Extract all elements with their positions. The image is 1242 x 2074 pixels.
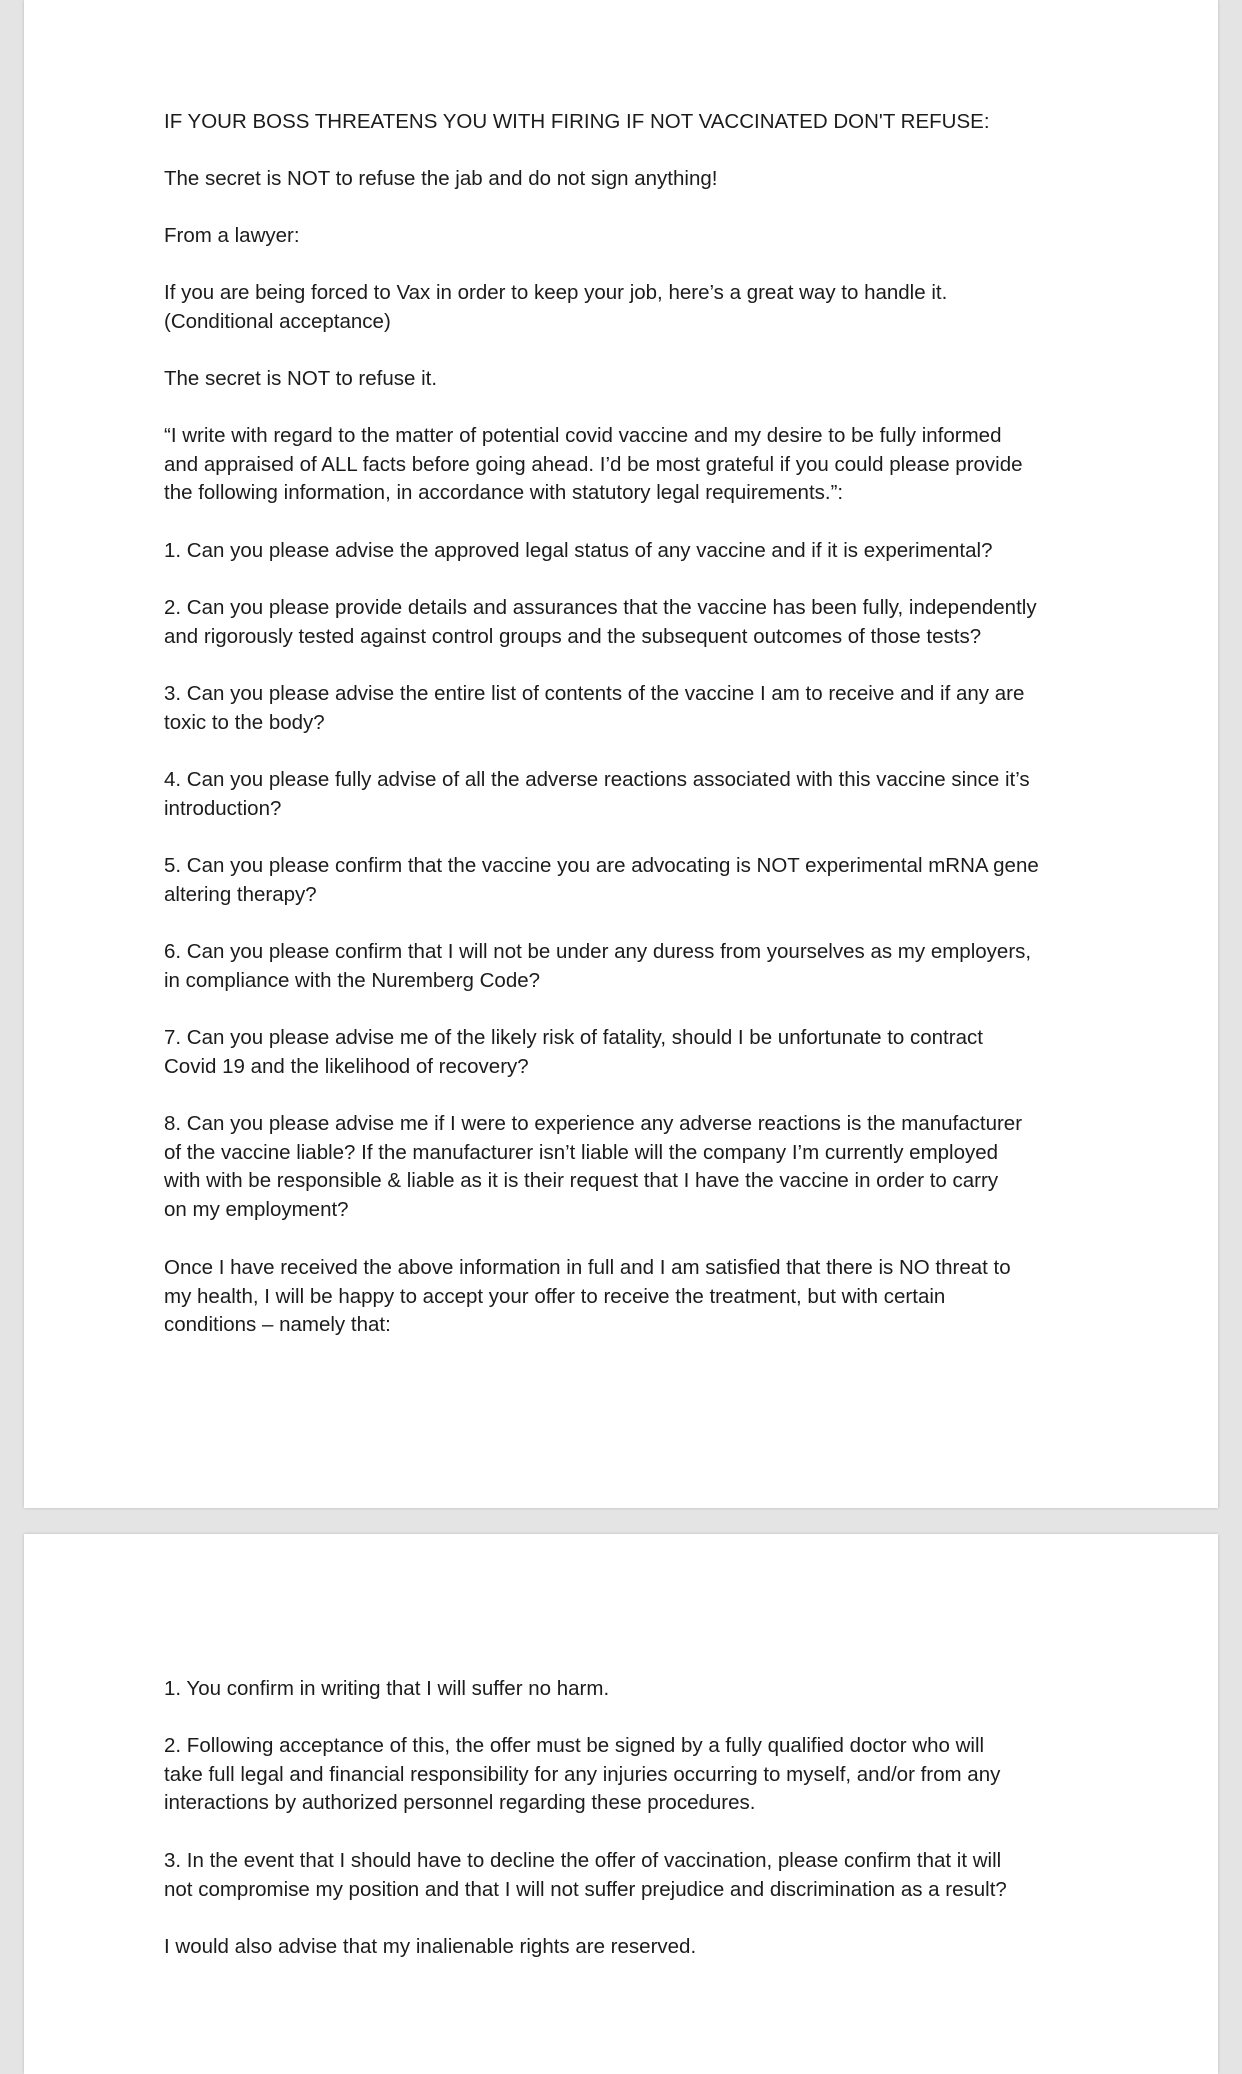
closing-line: I would also advise that my inalienable rights are reserved. xyxy=(164,1935,697,1958)
question-item: 1. Can you please advise the approved legal status of any vaccine and if it is experimental? xyxy=(164,539,993,562)
from-lawyer-line: From a lawyer: xyxy=(164,224,300,247)
document-page-1 xyxy=(24,0,1218,1508)
question-item: 3. Can you please advise the entire list of contents of the vaccine I am to receive and if any are toxic to the body? xyxy=(164,682,1025,734)
condition-item: 2. Following acceptance of this, the offer must be signed by a fully qualified doctor who will take full legal and financial responsibility for any injuries occurring to myself, and/or from any interactions by authorized personnel regarding these procedures. xyxy=(164,1734,1001,1815)
question-item: 2. Can you please provide details and assurances that the vaccine has been fully, independently and rigorously tested against control groups and the subsequent outcomes of those tests? xyxy=(164,596,1037,648)
letter-opening-paragraph: “I write with regard to the matter of potential covid vaccine and my desire to be fully informed and appraised of ALL facts before going ahead. I’d be most grateful if you could please provide the following information, in accordance with statutory legal requirements.”: xyxy=(164,424,1023,505)
conditions-intro-paragraph: Once I have received the above information in full and I am satisfied that there is NO threat to my health, I will be happy to accept your offer to receive the treatment, but with certain conditions – namely that: xyxy=(164,1256,1011,1337)
question-item: 7. Can you please advise me of the likely risk of fatality, should I be unfortunate to contract Covid 19 and the likelihood of recovery? xyxy=(164,1026,983,1078)
question-item: 6. Can you please confirm that I will not be under any duress from yourselves as my employers, in compliance with the Nuremberg Code? xyxy=(164,940,1032,992)
condition-item: 3. In the event that I should have to decline the offer of vaccination, please confirm that it will not compromise my position and that I will not suffer prejudice and discrimination as a result? xyxy=(164,1849,1007,1901)
document-page-2 xyxy=(24,1534,1218,2074)
question-item: 5. Can you please confirm that the vaccine you are advocating is NOT experimental mRNA gene altering therapy? xyxy=(164,854,1039,906)
secret-line: The secret is NOT to refuse the jab and do not sign anything! xyxy=(164,167,718,190)
intro-paragraph: If you are being forced to Vax in order to keep your job, here’s a great way to handle it. (Conditional acceptance) xyxy=(164,281,948,333)
page-heading: IF YOUR BOSS THREATENS YOU WITH FIRING IF NOT VACCINATED DON'T REFUSE: xyxy=(164,110,990,133)
question-item: 8. Can you please advise me if I were to experience any adverse reactions is the manufacturer of the vaccine liable? If the manufacturer isn’t liable will the company I’m currently employed with with be responsible & liable as it is their request that I have the vaccine in order to carry on my employment? xyxy=(164,1112,1023,1222)
question-item: 4. Can you please fully advise of all the adverse reactions associated with this vaccine since it’s introduction? xyxy=(164,768,1030,820)
condition-item: 1. You confirm in writing that I will suffer no harm. xyxy=(164,1677,610,1700)
secret-short-line: The secret is NOT to refuse it. xyxy=(164,367,438,390)
